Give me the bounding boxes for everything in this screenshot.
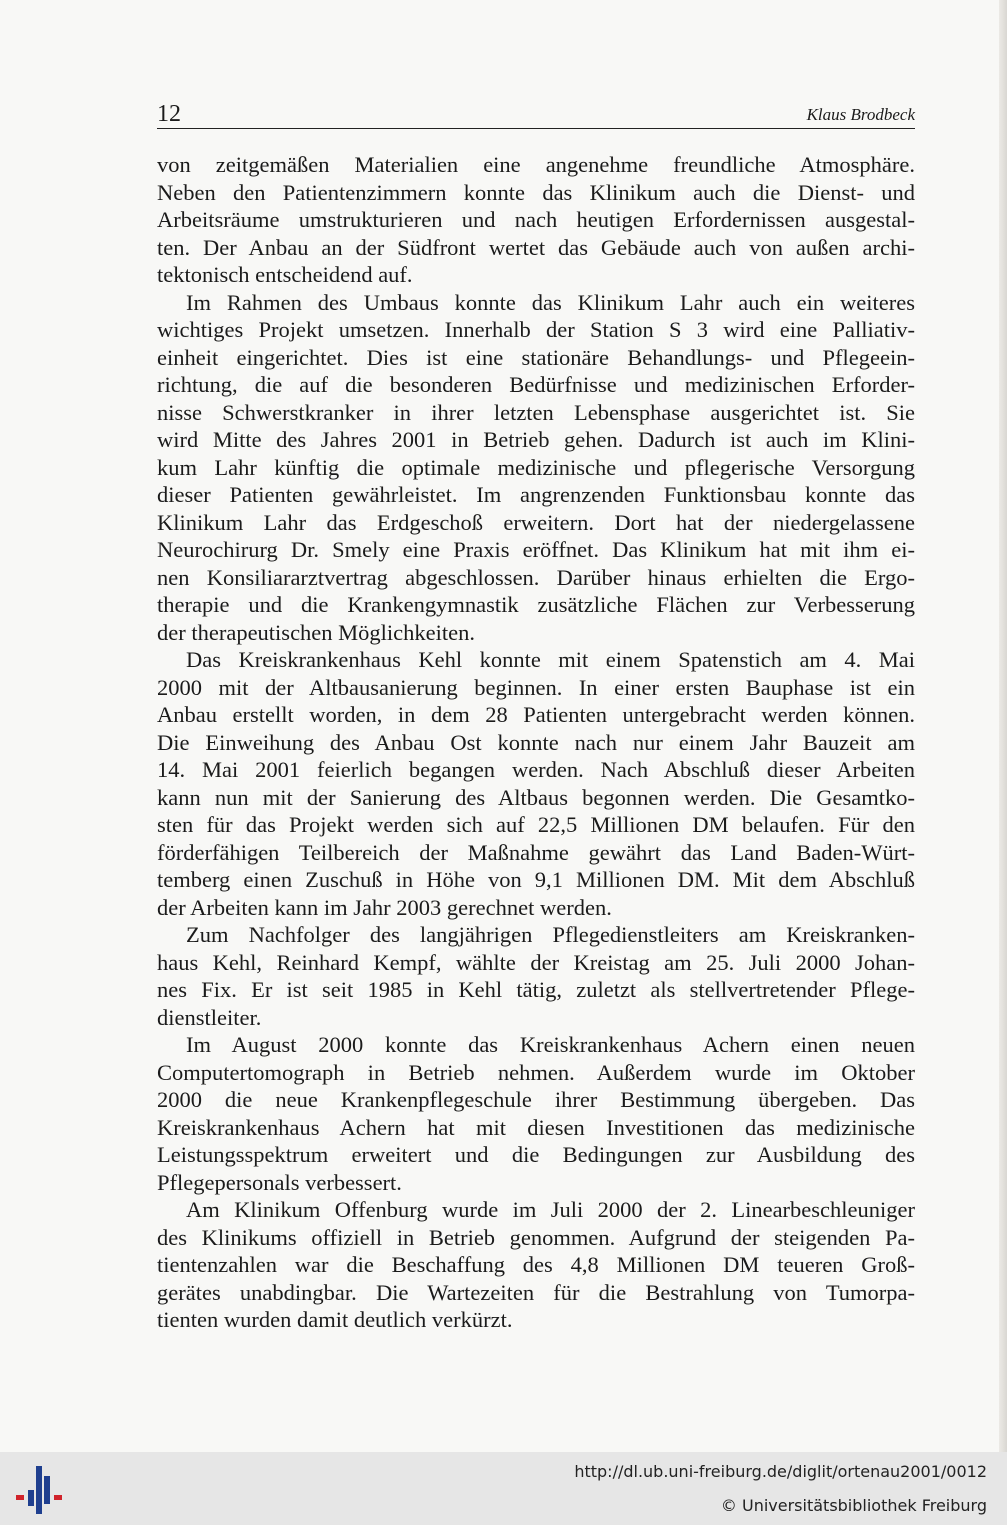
text-line: Das Kreiskrankenhaus Kehl konnte mit einem Spatenstich am 4. Mai bbox=[186, 647, 915, 672]
text-line: nes Fix. Er ist seit 1985 in Kehl tätig, zuletzt als stellvertretender Pflege- bbox=[157, 977, 915, 1002]
text-line: wichtiges Projekt umsetzen. Innerhalb der Station S 3 wird eine Palliativ- bbox=[157, 317, 915, 342]
permalink-url[interactable]: http://dl.ub.uni-freiburg.de/diglit/ortenau2001/0012 bbox=[574, 1462, 987, 1481]
running-header bbox=[157, 100, 915, 129]
body-text bbox=[157, 151, 915, 1334]
paragraph bbox=[157, 921, 915, 1031]
paragraph bbox=[157, 646, 915, 921]
text-line: gerätes unabdingbar. Die Wartezeiten für die Bestrahlung von Tumorpa- bbox=[157, 1279, 915, 1305]
text-line: Pflegepersonals verbessert. bbox=[157, 1169, 402, 1195]
text-line: Leistungsspektrum erweitert und die Bedingungen zur Ausbildung des bbox=[157, 1142, 915, 1167]
text-line: Computertomograph in Betrieb nehmen. Außerdem wurde im Oktober bbox=[157, 1059, 915, 1085]
text-line: des Klinikums offiziell in Betrieb genommen. Aufgrund der steigenden Pa- bbox=[157, 1224, 915, 1250]
text-line: Neben den Patientenzimmern konnte das Klinikum auch die Dienst- und bbox=[157, 179, 915, 205]
text-line: 14. Mai 2001 feierlich begangen werden. Nach Abschluß dieser Arbeiten bbox=[157, 757, 915, 782]
text-line: nen Konsiliararztvertrag abgeschlossen. Darüber hinaus erhielten die Ergo- bbox=[157, 564, 915, 590]
text-line: haus Kehl, Reinhard Kempf, wählte der Kreistag am 25. Juli 2000 Johan- bbox=[157, 949, 915, 975]
text-line: dieser Patienten gewährleistet. Im angrenzenden Funktionsbau konnte das bbox=[157, 482, 915, 507]
text-line: 2000 mit der Altbausanierung beginnen. In einer ersten Bauphase ist ein bbox=[157, 674, 915, 700]
text-line: tienten wurden damit deutlich verkürzt. bbox=[157, 1307, 513, 1332]
text-line: tektonisch entscheidend auf. bbox=[157, 262, 413, 287]
text-line: Kreiskrankenhaus Achern hat mit diesen Investitionen das medizinische bbox=[157, 1114, 915, 1140]
paragraph bbox=[157, 289, 915, 647]
viewer-footer bbox=[0, 1452, 1007, 1525]
text-line: der Arbeiten kann im Jahr 2003 gerechnet werden. bbox=[157, 894, 612, 920]
copyright-notice: © Universitätsbibliothek Freiburg bbox=[720, 1496, 987, 1515]
text-line: Anbau erstellt worden, in dem 28 Patienten untergebracht werden können. bbox=[157, 702, 915, 727]
paragraph bbox=[157, 151, 915, 289]
text-line: Zum Nachfolger des langjährigen Pflegedienstleiters am Kreiskranken- bbox=[186, 922, 915, 947]
text-line: 2000 die neue Krankenpflegeschule ihrer Bestimmung übergeben. Das bbox=[157, 1087, 915, 1112]
text-line: nisse Schwerstkranker in ihrer letzten Lebensphase ausgerichtet ist. Sie bbox=[157, 399, 915, 425]
text-line: kann nun mit der Sanierung des Altbaus begonnen werden. Die Gesamtko- bbox=[157, 784, 915, 810]
text-line: Klinikum Lahr das Erdgeschoß erweitern. Dort hat der niedergelassene bbox=[157, 509, 915, 535]
text-line: tientenzahlen war die Beschaffung des 4,8 Millionen DM teueren Groß- bbox=[157, 1252, 915, 1277]
text-line: wird Mitte des Jahres 2001 in Betrieb gehen. Dadurch ist auch im Klini- bbox=[157, 427, 915, 452]
text-line: temberg einen Zuschuß in Höhe von 9,1 Millionen DM. Mit dem Abschluß bbox=[157, 867, 915, 892]
text-line: Arbeitsräume umstrukturieren und nach heutigen Erfordernissen ausgestal- bbox=[157, 207, 915, 232]
text-line: kum Lahr künftig die optimale medizinische und pflegerische Versorgung bbox=[157, 454, 915, 480]
page-edge bbox=[999, 0, 1007, 1452]
text-line: sten für das Projekt werden sich auf 22,5 Millionen DM belaufen. Für den bbox=[157, 812, 915, 837]
text-line: ten. Der Anbau an der Südfront wertet das Gebäude auch von außen archi- bbox=[157, 234, 915, 260]
text-line: dienstleiter. bbox=[157, 1004, 262, 1030]
paragraph bbox=[157, 1196, 915, 1334]
ub-freiburg-logo-icon[interactable] bbox=[14, 1462, 66, 1518]
running-author: Klaus Brodbeck bbox=[806, 105, 915, 124]
text-line: der therapeutischen Möglichkeiten. bbox=[157, 619, 476, 645]
text-line: förderfähigen Teilbereich der Maßnahme gewährt das Land Baden-Würt- bbox=[157, 839, 915, 865]
text-line: Am Klinikum Offenburg wurde im Juli 2000 der 2. Linearbeschleuniger bbox=[186, 1197, 915, 1222]
text-line: von zeitgemäßen Materialien eine angenehme freundliche Atmosphäre. bbox=[157, 152, 915, 177]
text-line: Im Rahmen des Umbaus konnte das Klinikum Lahr auch ein weiteres bbox=[186, 289, 915, 315]
page-number: 12 bbox=[157, 101, 181, 127]
text-line: Neurochirurg Dr. Smely eine Praxis eröffnet. Das Klinikum hat mit ihm ei- bbox=[157, 537, 915, 562]
text-line: therapie und die Krankengymnastik zusätzliche Flächen zur Verbesserung bbox=[157, 592, 915, 617]
text-line: einheit eingerichtet. Dies ist eine stationäre Behandlungs- und Pflegeein- bbox=[157, 344, 915, 370]
text-line: Im August 2000 konnte das Kreiskrankenhaus Achern einen neuen bbox=[186, 1032, 915, 1057]
text-line: richtung, die auf die besonderen Bedürfnisse und medizinischen Erforder- bbox=[157, 372, 915, 397]
text-line: Die Einweihung des Anbau Ost konnte nach nur einem Jahr Bauzeit am bbox=[157, 729, 915, 755]
paragraph bbox=[157, 1031, 915, 1196]
